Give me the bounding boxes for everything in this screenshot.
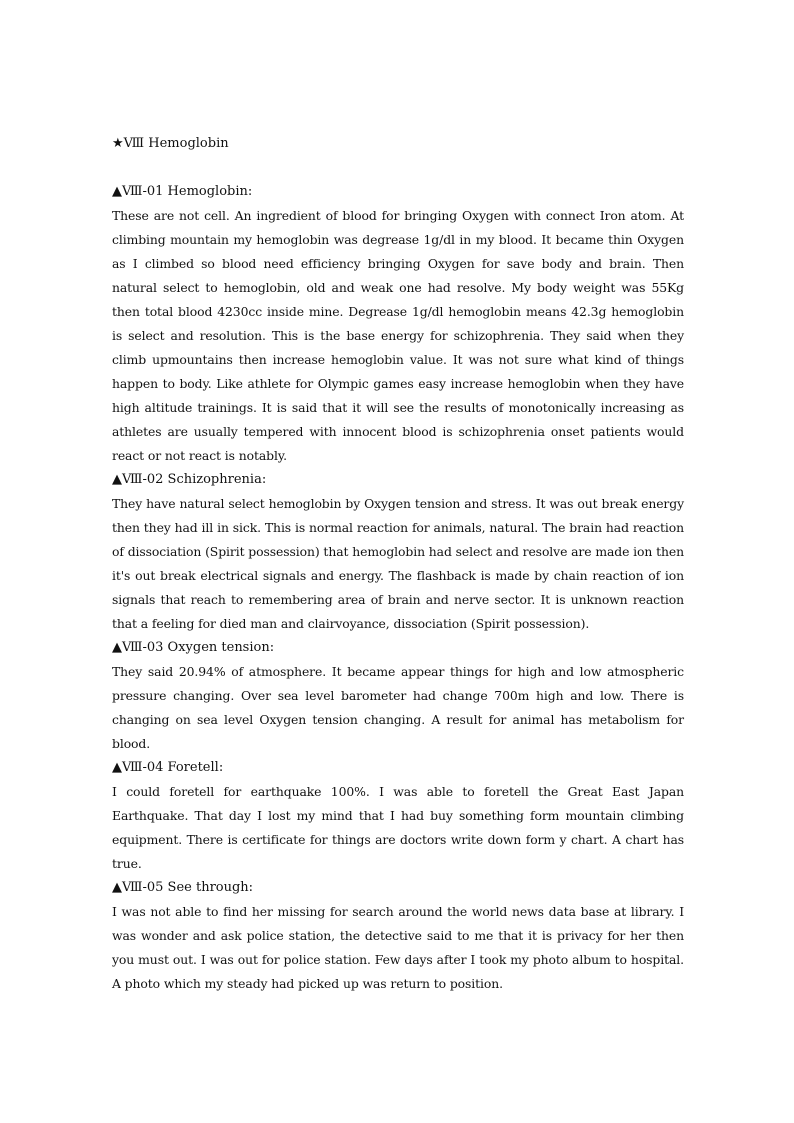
section-heading: ▲Ⅷ-02 Schizophrenia: [112,472,267,487]
section-heading: ▲Ⅷ-04 Foretell: [112,760,224,775]
section-body: They said 20.94% of atmosphere. It became appear things for high and low atmospheric pressure changing. Over sea level barometer had change 700m high and low. There is changing on sea level Oxygen tension changing. A result for animal has metabolism for blood. [112,664,684,751]
section-body: I was not able to find her missing for search around the world news data base at library. I was wonder and ask police station, the detective said to me that it is privacy for her then you must out. I was out for police station. Few days after I took my photo album to hospital. A photo which my steady had picked up was return to position. [112,904,684,991]
section-hemoglobin [112,180,684,468]
document-title: ★Ⅷ Hemoglobin [112,136,229,151]
section-heading: ▲Ⅷ-05 See through: [112,880,254,895]
section-body: These are not cell. An ingredient of blood for bringing Oxygen with connect Iron atom. At climbing mountain my hemoglobin was degrease 1g/dl in my blood. It became thin Oxygen as I climbed so blood need efficiency bringing Oxygen for save body and brain. Then natural select to hemoglobin, old and weak one had resolve. My body weight was 55Kg then total blood 4230cc inside mine. Degrease 1g/dl hemoglobin means 42.3g hemoglobin is select and resolution. This is the base energy for schizophrenia. They said when they climb upmountains then increase hemoglobin value. It was not sure what kind of things happen to body. Like athlete for Olympic games easy increase hemoglobin when they have high altitude trainings. It is said that it will see the results of monotonically increasing as athletes are usually tempered with innocent blood is schizophrenia onset patients would react or not react is notably. [112,208,684,463]
section-heading: ▲Ⅷ-01 Hemoglobin: [112,184,253,199]
section-body: They have natural select hemoglobin by Oxygen tension and stress. It was out break energy then they had ill in sick. This is normal reaction for animals, natural. The brain had reaction of dissociation (Spirit possession) that hemoglobin had select and resolve are made ion then it's out break electrical signals and energy. The flashback is made by chain reaction of ion signals that reach to remembering area of brain and nerve sector. It is unknown reaction that a feeling for died man and clairvoyance, dissociation (Spirit possession). [112,496,684,631]
section-schizophrenia [112,468,684,636]
document-page [112,132,684,996]
section-oxygen-tension [112,636,684,756]
section-see-through [112,876,684,996]
section-foretell [112,756,684,876]
section-heading: ▲Ⅷ-03 Oxygen tension: [112,640,275,655]
section-body: I could foretell for earthquake 100%. I was able to foretell the Great East Japan Earthquake. That day I lost my mind that I had buy something form mountain climbing equipment. There is certificate for things are doctors write down form y chart. A chart has true. [112,784,684,871]
